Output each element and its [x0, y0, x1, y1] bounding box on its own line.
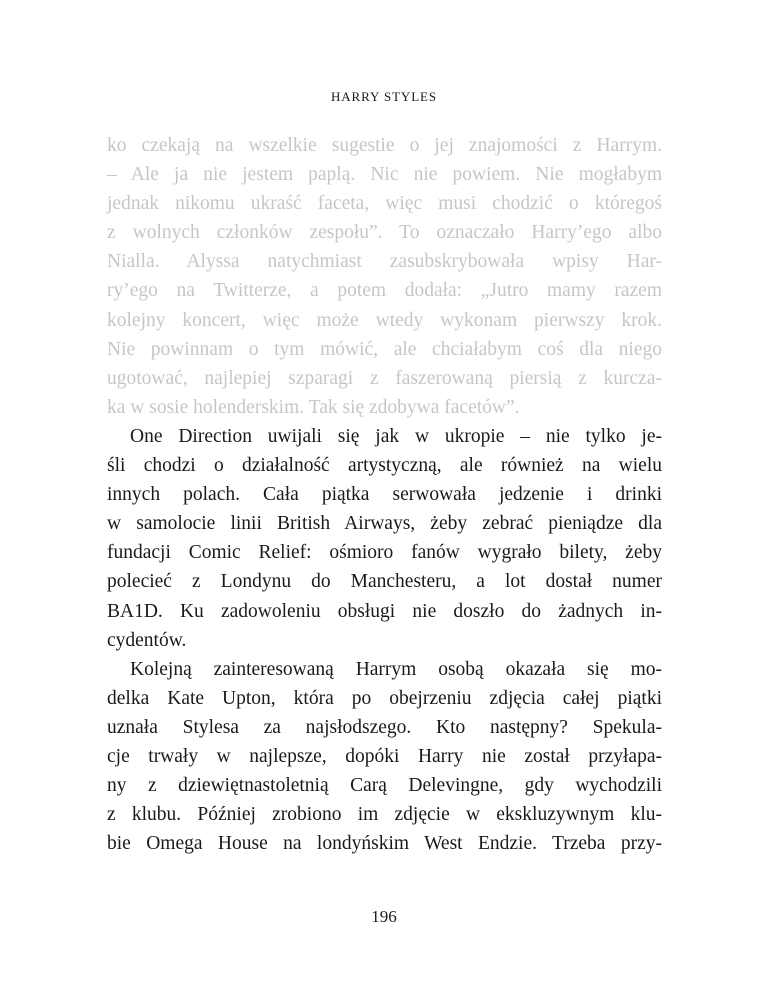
- paragraph: [107, 655, 662, 859]
- text-line: delka Kate Upton, która po obejrzeniu zdjęcia całej piątki: [107, 687, 662, 709]
- text-line: śli chodzi o działalność artystyczną, ale również na wielu: [107, 455, 662, 477]
- text-line: cje trwały w najlepsze, dopóki Harry nie został przyłapa-: [107, 745, 662, 767]
- text-line: ny z dziewiętnastoletnią Carą Delevingne, gdy wychodzili: [107, 775, 662, 797]
- text-line: z klubu. Później zrobiono im zdjęcie w ekskluzywnym klu-: [107, 804, 662, 826]
- text-line: ka w sosie holenderskim. Tak się zdobywa facetów”.: [107, 396, 520, 418]
- text-line: w samolocie linii British Airways, żeby zebrać pieniądze dla: [107, 513, 662, 535]
- text-line: ugotować, najlepiej szparagi z faszerowaną piersią z kurcza-: [107, 367, 662, 389]
- text-line: ry’ego na Twitterze, a potem dodała: „Jutro mamy razem: [107, 280, 662, 302]
- text-line: Nie powinnam o tym mówić, ale chciałabym coś dla niego: [107, 338, 662, 360]
- text-line: kolejny koncert, więc może wtedy wykonam pierwszy krok.: [107, 309, 662, 331]
- text-block: [107, 131, 662, 858]
- text-line: jednak nikomu ukraść faceta, więc musi chodzić o któregoś: [107, 193, 662, 215]
- text-line: bie Omega House na londyńskim West Endzie. Trzeba przy-: [107, 833, 662, 855]
- text-line: innych polach. Cała piątka serwowała jedzenie i drinki: [107, 484, 662, 506]
- text-line: fundacji Comic Relief: ośmioro fanów wygrało bilety, żeby: [107, 542, 662, 564]
- text-line: uznała Stylesa za najsłodszego. Kto następny? Spekula-: [107, 716, 662, 738]
- text-line: polecieć z Londynu do Manchesteru, a lot dostał numer: [107, 571, 662, 593]
- text-line: Kolejną zainteresowaną Harrym osobą okazała się mo-: [130, 658, 662, 680]
- text-line: z wolnych członków zespołu”. To oznaczało Harry’ego albo: [107, 222, 662, 244]
- text-line: One Direction uwijali się jak w ukropie – nie tylko je-: [130, 425, 662, 447]
- running-head: HARRY STYLES: [330, 89, 438, 104]
- text-line: ko czekają na wszelkie sugestie o jej znajomości z Harrym.: [107, 135, 662, 156]
- text-line: cydentów.: [107, 629, 187, 651]
- faded-continued-passage: [107, 131, 662, 422]
- text-line: BA1D. Ku zadowoleniu obsługi nie doszło do żadnych in-: [107, 600, 662, 622]
- page-number: 196: [371, 907, 397, 926]
- text-line: Nialla. Alyssa natychmiast zasubskrybowała wpisy Har-: [107, 251, 662, 273]
- paragraph: [107, 422, 662, 655]
- text-line: – Ale ja nie jestem paplą. Nic nie powiem. Nie mogłabym: [107, 164, 662, 186]
